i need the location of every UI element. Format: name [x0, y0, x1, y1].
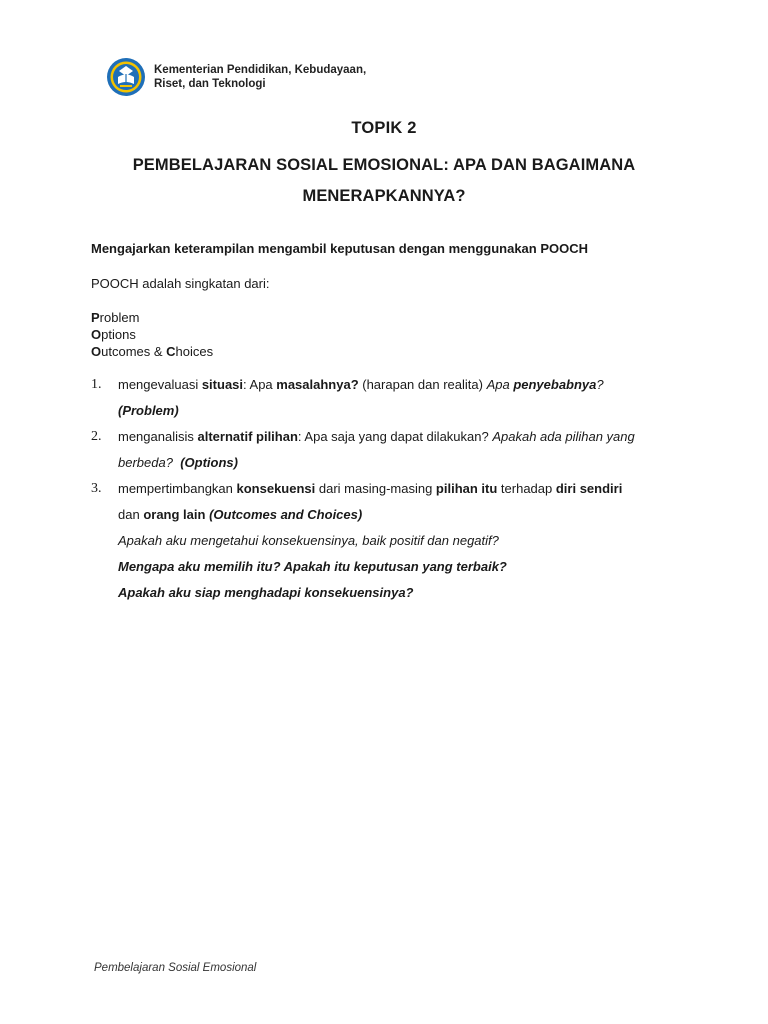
- text-run: (harapan dan realita): [358, 377, 487, 392]
- ministry-logo-icon: [106, 57, 146, 97]
- text-run: situasi: [201, 377, 244, 392]
- title-line-1: PEMBELAJARAN SOSIAL EMOSIONAL: APA DAN BAGAIMANA: [132, 156, 636, 174]
- text-run: (Problem): [118, 403, 179, 418]
- page-footer: Pembelajaran Sosial Emosional: [94, 962, 257, 974]
- title-line-2: MENERAPKANNYA?: [302, 187, 466, 205]
- text-run: berbeda?: [118, 455, 173, 470]
- text-run: penyebabnya: [513, 377, 597, 392]
- acronym-word: ptions: [101, 327, 136, 342]
- text-run: (Options): [180, 455, 238, 470]
- text-run: Apakah ada pilihan yang: [492, 429, 635, 444]
- text-run: Mengapa aku memilih itu? Apakah itu keputusan yang terbaik?: [118, 559, 507, 574]
- acronym-letter: P: [91, 310, 100, 325]
- text-run: menganalisis: [118, 429, 198, 444]
- item-text: [118, 424, 691, 450]
- list-item: [91, 476, 691, 606]
- text-run: (Outcomes and Choices): [209, 507, 363, 522]
- item-tag: [118, 398, 691, 424]
- acronym-letter: O: [91, 344, 102, 359]
- page-title: [0, 150, 768, 212]
- acronym-problem: [91, 309, 213, 326]
- text-run: pilihan itu: [435, 481, 498, 496]
- intro-text: POOCH adalah singkatan dari:: [91, 276, 270, 291]
- text-run: orang lain: [143, 507, 206, 522]
- text-run: ?: [596, 377, 604, 392]
- topic-heading: TOPIK 2: [351, 119, 417, 137]
- text-run: : Apa: [243, 377, 277, 392]
- item-text-cont: [118, 502, 691, 528]
- text-run: Apakah aku mengetahui konsekuensinya, baik positif dan negatif?: [118, 533, 499, 548]
- text-run: dari masing-masing: [315, 481, 436, 496]
- acronym-word: roblem: [99, 310, 140, 325]
- text-run: mengevaluasi: [118, 377, 202, 392]
- ministry-name: [154, 63, 366, 91]
- text-run: konsekuensi: [236, 481, 316, 496]
- text-run: alternatif pilihan: [197, 429, 298, 444]
- pooch-acronym-list: [91, 309, 213, 360]
- ministry-line-2: Riset, dan Teknologi: [154, 78, 266, 90]
- list-item: [91, 424, 691, 476]
- text-run: diri sendiri: [555, 481, 623, 496]
- acronym-letter: C: [166, 344, 176, 359]
- acronym-word: hoices: [175, 344, 214, 359]
- header: [106, 57, 366, 97]
- text-run: Apakah aku siap menghadapi konsekuensinya?: [118, 585, 414, 600]
- text-run: Apa: [486, 377, 514, 392]
- text-run: mempertimbangkan: [118, 481, 237, 496]
- acronym-outcomes-choices: [91, 343, 213, 360]
- list-number: 1.: [91, 377, 102, 392]
- text-run: dan: [118, 507, 144, 522]
- list-item: [91, 372, 691, 424]
- pooch-steps-list: [91, 372, 691, 606]
- section-subheading: Mengajarkan keterampilan mengambil keputusan dengan menggunakan POOCH: [91, 241, 589, 256]
- item-text: [118, 476, 691, 502]
- acronym-options: [91, 326, 213, 343]
- reflection-question-1: [118, 528, 691, 554]
- list-number: 3.: [91, 481, 102, 496]
- ministry-line-1: Kementerian Pendidikan, Kebudayaan,: [154, 64, 367, 76]
- reflection-question-2: [118, 554, 691, 580]
- text-run: masalahnya?: [276, 377, 359, 392]
- list-number: 2.: [91, 429, 102, 444]
- item-tag: [118, 450, 691, 476]
- item-text: [118, 372, 691, 398]
- acronym-letter: O: [91, 327, 102, 342]
- text-run: : Apa saja yang dapat dilakukan?: [297, 429, 493, 444]
- reflection-question-3: [118, 580, 691, 606]
- acronym-word: utcomes &: [101, 344, 167, 359]
- text-run: terhadap: [497, 481, 556, 496]
